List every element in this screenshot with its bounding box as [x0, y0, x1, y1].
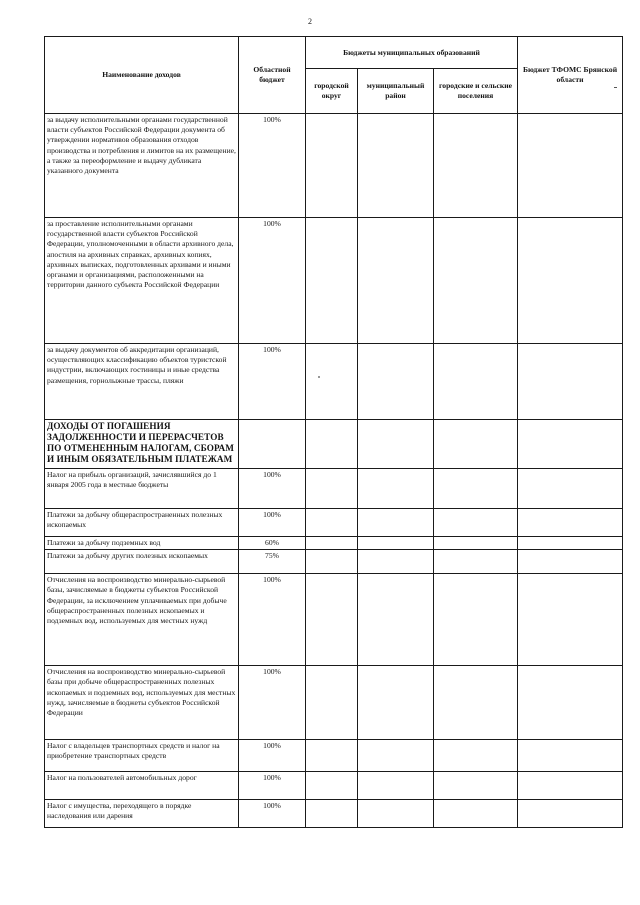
regional-share: 60%: [239, 537, 306, 550]
regional-share: 100%: [239, 800, 306, 828]
regional-share: 100%: [239, 666, 306, 740]
regional-share: 100%: [239, 344, 306, 420]
regional-share: 100%: [239, 772, 306, 800]
revenue-name: Платежи за добычу подземных вод: [45, 537, 239, 550]
scan-artifact: [318, 376, 320, 378]
section-heading: ДОХОДЫ ОТ ПОГАШЕНИЯ ЗАДОЛЖЕННОСТИ И ПЕРЕРАСЧЕТОВ ПО ОТМЕНЕННЫМ НАЛОГАМ, СБОРАМ И ИНЫМ ОБЯЗАТЕЛЬНЫМ ПЛАТЕЖАМ: [45, 420, 239, 469]
table-row: [45, 574, 623, 666]
table-row-section-heading: [45, 420, 623, 469]
revenue-name: Налог на прибыль организаций, зачислявшийся до 1 января 2005 года в местные бюджеты: [45, 469, 239, 509]
regional-share: 100%: [239, 218, 306, 344]
header-revenue-name: Наименование доходов: [45, 37, 239, 114]
revenue-name: Отчисления на воспроизводство минерально-сырьевой базы, зачисляемые в бюджеты субъектов Российской Федерации, за исключением уплачиваемых при добыче общераспространенных полезных ископаемых и подземных вод, используемых для местных нужд: [45, 574, 239, 666]
header-urban-rural-settlements: городские и сельские поселения: [434, 69, 518, 114]
revenue-distribution-table: [44, 36, 623, 828]
table-row: [45, 666, 623, 740]
header-tfoms-budget: Бюджет ТФОМС Брянской области: [518, 37, 623, 114]
regional-share: [239, 420, 306, 469]
header-regional-budget: Областной бюджет: [239, 37, 306, 114]
regional-share: 100%: [239, 469, 306, 509]
scan-artifact: [614, 87, 617, 88]
revenue-name: Налог с имущества, переходящего в порядке наследования или дарения: [45, 800, 239, 828]
regional-share: 75%: [239, 550, 306, 574]
table-row: [45, 740, 623, 772]
revenue-name: Налог на пользователей автомобильных дорог: [45, 772, 239, 800]
revenue-name: Платежи за добычу других полезных ископаемых: [45, 550, 239, 574]
regional-share: 100%: [239, 114, 306, 218]
revenue-name: за выдачу документов об аккредитации организаций, осуществляющих классификацию объектов туристской индустрии, включающих гостиницы и иные средства размещения, горнолыжные трассы, пляжи: [45, 344, 239, 420]
regional-share: 100%: [239, 740, 306, 772]
header-municipal-district: муниципальный район: [358, 69, 434, 114]
table-row: [45, 800, 623, 828]
table-row: [45, 537, 623, 550]
table-row: [45, 550, 623, 574]
revenue-name: за выдачу исполнительными органами государственной власти субъектов Российской Федерации документа об утверждении нормативов образования отходов производства и потребления и лимитов на их размещение, а также за переоформление и выдачу дубликата указанного документа: [45, 114, 239, 218]
revenue-name: за проставление исполнительными органами государственной власти субъектов Российской Федерации, уполномоченными в области архивного дела, апостиля на архивных справках, архивных копиях, архивных выписках, подготовленных архивами и иными органами и организациями, расположенными на территории данного субъекта Российской Федерации: [45, 218, 239, 344]
revenue-name: Налог с владельцев транспортных средств и налог на приобретение транспортных средств: [45, 740, 239, 772]
table-row: [45, 469, 623, 509]
table-row: [45, 344, 623, 420]
page-number: 2: [308, 17, 312, 26]
revenue-name: Платежи за добычу общераспространенных полезных ископаемых: [45, 509, 239, 537]
table-row: [45, 509, 623, 537]
table-row: [45, 114, 623, 218]
revenue-name: Отчисления на воспроизводство минерально-сырьевой базы при добыче общераспространенных полезных ископаемых и подземных вод, используемых для местных нужд, зачисляемые в бюджеты субъектов Российской Федерации: [45, 666, 239, 740]
header-municipal-budgets: Бюджеты муниципальных образований: [306, 37, 518, 69]
table-row: [45, 218, 623, 344]
table-row: [45, 772, 623, 800]
regional-share: 100%: [239, 509, 306, 537]
header-urban-district: городской округ: [306, 69, 358, 114]
regional-share: 100%: [239, 574, 306, 666]
